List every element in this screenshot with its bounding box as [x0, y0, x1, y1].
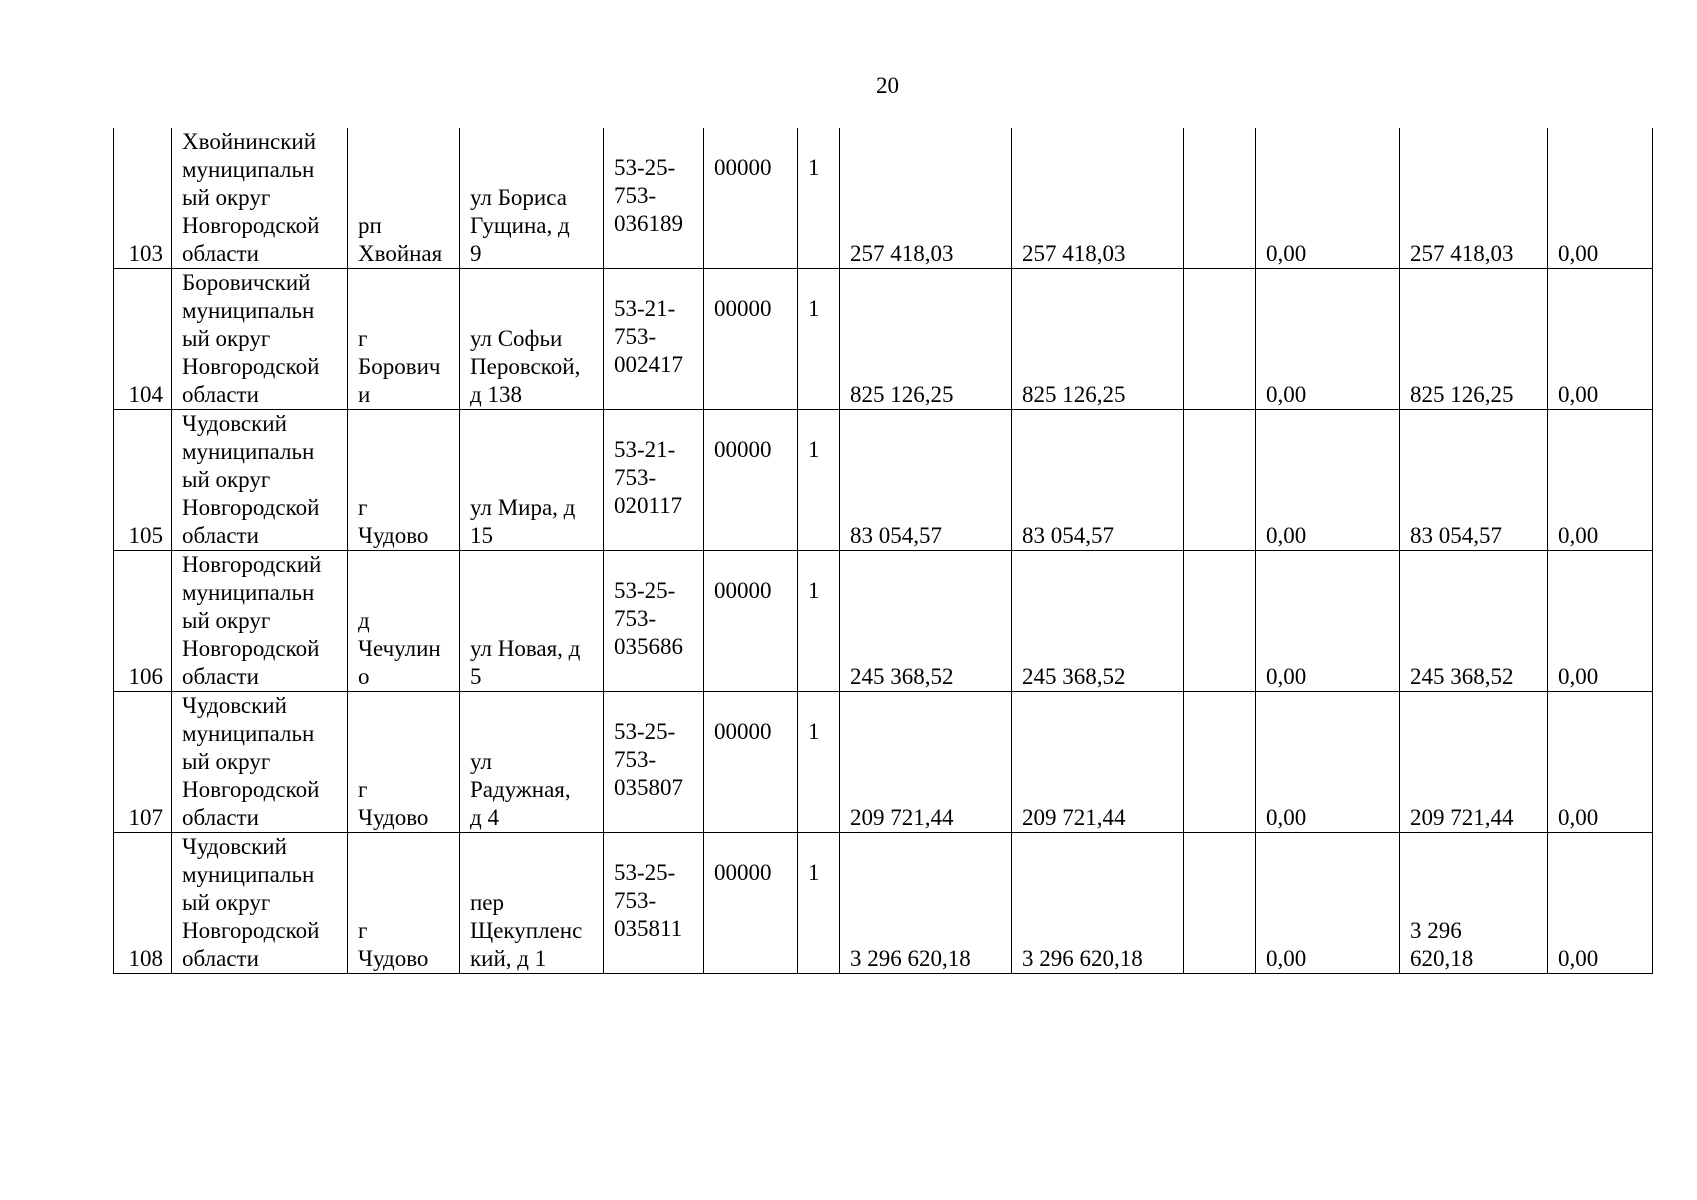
sum3-cell-text: 245 368,52 — [1410, 664, 1514, 689]
flag-cell — [798, 692, 840, 833]
row-number-cell-text: 103 — [128, 241, 163, 266]
code-cell-text: 53-25- 753- 035811 — [614, 860, 683, 941]
sum3-cell-text: 825 126,25 — [1410, 382, 1514, 407]
row-number-cell — [114, 551, 172, 692]
sum3-cell — [1400, 551, 1548, 692]
address-cell-text: ул Радужная, д 4 — [470, 749, 571, 830]
sum2-cell — [1012, 833, 1184, 974]
sum1-cell-text: 3 296 620,18 — [850, 946, 971, 971]
sum1-cell-text: 245 368,52 — [850, 664, 954, 689]
table-row — [114, 551, 1653, 692]
code2-cell — [704, 692, 798, 833]
flag-cell-text: 1 — [808, 155, 820, 180]
settlement-cell-text: рп Хвойная — [358, 213, 443, 266]
code-cell — [604, 551, 704, 692]
table-row — [114, 410, 1653, 551]
sum1-cell-text: 257 418,03 — [850, 241, 954, 266]
zero1-cell — [1256, 692, 1400, 833]
zero2-cell — [1548, 410, 1653, 551]
code2-cell — [704, 551, 798, 692]
address-cell — [460, 410, 604, 551]
flag-cell — [798, 410, 840, 551]
code-cell-text: 53-25- 753- 036189 — [614, 155, 683, 236]
sum3-cell-text: 257 418,03 — [1410, 241, 1514, 266]
zero1-cell-text: 0,00 — [1266, 664, 1307, 689]
address-cell-text: пер Щекупленс кий, д 1 — [470, 890, 583, 971]
code2-cell — [704, 410, 798, 551]
empty-cell — [1184, 833, 1256, 974]
address-cell-text: ул Бориса Гущина, д 9 — [470, 185, 570, 266]
code2-cell-text: 00000 — [714, 860, 772, 885]
row-number-cell — [114, 692, 172, 833]
flag-cell — [798, 128, 840, 269]
sum2-cell-text: 825 126,25 — [1022, 382, 1126, 407]
address-cell — [460, 128, 604, 269]
settlement-cell — [348, 410, 460, 551]
code2-cell-text: 00000 — [714, 719, 772, 744]
sum2-cell — [1012, 128, 1184, 269]
settlement-cell-text: г Борович и — [358, 326, 441, 407]
table-row — [114, 692, 1653, 833]
flag-cell — [798, 833, 840, 974]
row-number-cell — [114, 410, 172, 551]
settlement-cell — [348, 128, 460, 269]
row-number-cell-text: 105 — [128, 523, 163, 548]
zero1-cell-text: 0,00 — [1266, 946, 1307, 971]
zero2-cell — [1548, 128, 1653, 269]
municipality-cell — [172, 269, 348, 410]
municipality-cell — [172, 410, 348, 551]
code-cell-text: 53-25- 753- 035807 — [614, 719, 683, 800]
sum1-cell — [840, 692, 1012, 833]
code2-cell-text: 00000 — [714, 437, 772, 462]
zero2-cell — [1548, 551, 1653, 692]
settlement-cell — [348, 269, 460, 410]
flag-cell-text: 1 — [808, 860, 820, 885]
municipality-cell-text: Чудовский муниципальн ый округ Новгородской области — [182, 834, 320, 971]
settlement-cell-text: г Чудово — [358, 495, 429, 548]
code2-cell — [704, 269, 798, 410]
table-row — [114, 269, 1653, 410]
zero2-cell-text: 0,00 — [1558, 805, 1599, 830]
settlement-cell — [348, 833, 460, 974]
zero2-cell-text: 0,00 — [1558, 664, 1599, 689]
address-cell — [460, 833, 604, 974]
row-number-cell — [114, 269, 172, 410]
zero1-cell-text: 0,00 — [1266, 382, 1307, 407]
data-table — [113, 128, 1653, 974]
table-row — [114, 128, 1653, 269]
address-cell — [460, 269, 604, 410]
sum3-cell — [1400, 410, 1548, 551]
municipality-cell — [172, 551, 348, 692]
sum2-cell-text: 257 418,03 — [1022, 241, 1126, 266]
flag-cell — [798, 551, 840, 692]
address-cell-text: ул Новая, д 5 — [470, 636, 581, 689]
flag-cell-text: 1 — [808, 719, 820, 744]
row-number-cell-text: 106 — [128, 664, 163, 689]
zero2-cell-text: 0,00 — [1558, 241, 1599, 266]
empty-cell — [1184, 269, 1256, 410]
municipality-cell — [172, 833, 348, 974]
empty-cell — [1184, 128, 1256, 269]
zero2-cell-text: 0,00 — [1558, 523, 1599, 548]
flag-cell — [798, 269, 840, 410]
zero2-cell-text: 0,00 — [1558, 382, 1599, 407]
code-cell — [604, 692, 704, 833]
zero2-cell — [1548, 692, 1653, 833]
zero1-cell — [1256, 269, 1400, 410]
settlement-cell — [348, 692, 460, 833]
sum1-cell — [840, 833, 1012, 974]
zero2-cell — [1548, 269, 1653, 410]
flag-cell-text: 1 — [808, 437, 820, 462]
table-row — [114, 833, 1653, 974]
sum3-cell — [1400, 692, 1548, 833]
sum1-cell — [840, 551, 1012, 692]
address-cell — [460, 692, 604, 833]
sum1-cell — [840, 269, 1012, 410]
sum2-cell — [1012, 551, 1184, 692]
empty-cell — [1184, 692, 1256, 833]
zero1-cell — [1256, 833, 1400, 974]
sum3-cell-text: 83 054,57 — [1410, 523, 1502, 548]
code-cell — [604, 269, 704, 410]
zero1-cell — [1256, 551, 1400, 692]
row-number-cell — [114, 833, 172, 974]
address-cell — [460, 551, 604, 692]
sum2-cell-text: 245 368,52 — [1022, 664, 1126, 689]
sum2-cell-text: 209 721,44 — [1022, 805, 1126, 830]
address-cell-text: ул Софьи Перовской, д 138 — [470, 326, 581, 407]
zero1-cell-text: 0,00 — [1266, 805, 1307, 830]
sum1-cell — [840, 410, 1012, 551]
row-number-cell — [114, 128, 172, 269]
code-cell — [604, 128, 704, 269]
sum2-cell — [1012, 410, 1184, 551]
code2-cell — [704, 833, 798, 974]
address-cell-text: ул Мира, д 15 — [470, 495, 576, 548]
sum2-cell — [1012, 269, 1184, 410]
municipality-cell-text: Новгородский муниципальн ый округ Новгородской области — [182, 552, 322, 689]
sum1-cell-text: 209 721,44 — [850, 805, 954, 830]
row-number-cell-text: 108 — [128, 946, 163, 971]
code-cell-text: 53-25- 753- 035686 — [614, 578, 683, 659]
municipality-cell-text: Хвойнинский муниципальн ый округ Новгородской области — [182, 129, 320, 266]
sum3-cell — [1400, 269, 1548, 410]
zero2-cell — [1548, 833, 1653, 974]
code-cell — [604, 833, 704, 974]
code2-cell-text: 00000 — [714, 578, 772, 603]
flag-cell-text: 1 — [808, 578, 820, 603]
sum3-cell-text: 3 296 620,18 — [1410, 918, 1474, 971]
page-number: 20 — [876, 73, 899, 98]
sum1-cell — [840, 128, 1012, 269]
municipality-cell-text: Боровичский муниципальн ый округ Новгородской области — [182, 270, 320, 407]
sum3-cell — [1400, 128, 1548, 269]
sum3-cell — [1400, 833, 1548, 974]
zero1-cell-text: 0,00 — [1266, 241, 1307, 266]
municipality-cell-text: Чудовский муниципальн ый округ Новгородской области — [182, 693, 320, 830]
sum2-cell — [1012, 692, 1184, 833]
code2-cell — [704, 128, 798, 269]
municipality-cell — [172, 128, 348, 269]
code2-cell-text: 00000 — [714, 155, 772, 180]
sum2-cell-text: 83 054,57 — [1022, 523, 1114, 548]
code-cell-text: 53-21- 753- 020117 — [614, 437, 683, 518]
settlement-cell-text: д Чечулин о — [358, 608, 441, 689]
sum1-cell-text: 825 126,25 — [850, 382, 954, 407]
row-number-cell-text: 107 — [128, 805, 163, 830]
settlement-cell-text: г Чудово — [358, 918, 429, 971]
table-body — [114, 128, 1653, 974]
sum1-cell-text: 83 054,57 — [850, 523, 942, 548]
empty-cell — [1184, 410, 1256, 551]
empty-cell — [1184, 551, 1256, 692]
municipality-cell-text: Чудовский муниципальн ый округ Новгородской области — [182, 411, 320, 548]
code-cell-text: 53-21- 753- 002417 — [614, 296, 683, 377]
sum2-cell-text: 3 296 620,18 — [1022, 946, 1143, 971]
flag-cell-text: 1 — [808, 296, 820, 321]
settlement-cell — [348, 551, 460, 692]
code-cell — [604, 410, 704, 551]
zero1-cell-text: 0,00 — [1266, 523, 1307, 548]
row-number-cell-text: 104 — [128, 382, 163, 407]
sum3-cell-text: 209 721,44 — [1410, 805, 1514, 830]
settlement-cell-text: г Чудово — [358, 777, 429, 830]
code2-cell-text: 00000 — [714, 296, 772, 321]
municipality-cell — [172, 692, 348, 833]
zero1-cell — [1256, 128, 1400, 269]
zero2-cell-text: 0,00 — [1558, 946, 1599, 971]
zero1-cell — [1256, 410, 1400, 551]
